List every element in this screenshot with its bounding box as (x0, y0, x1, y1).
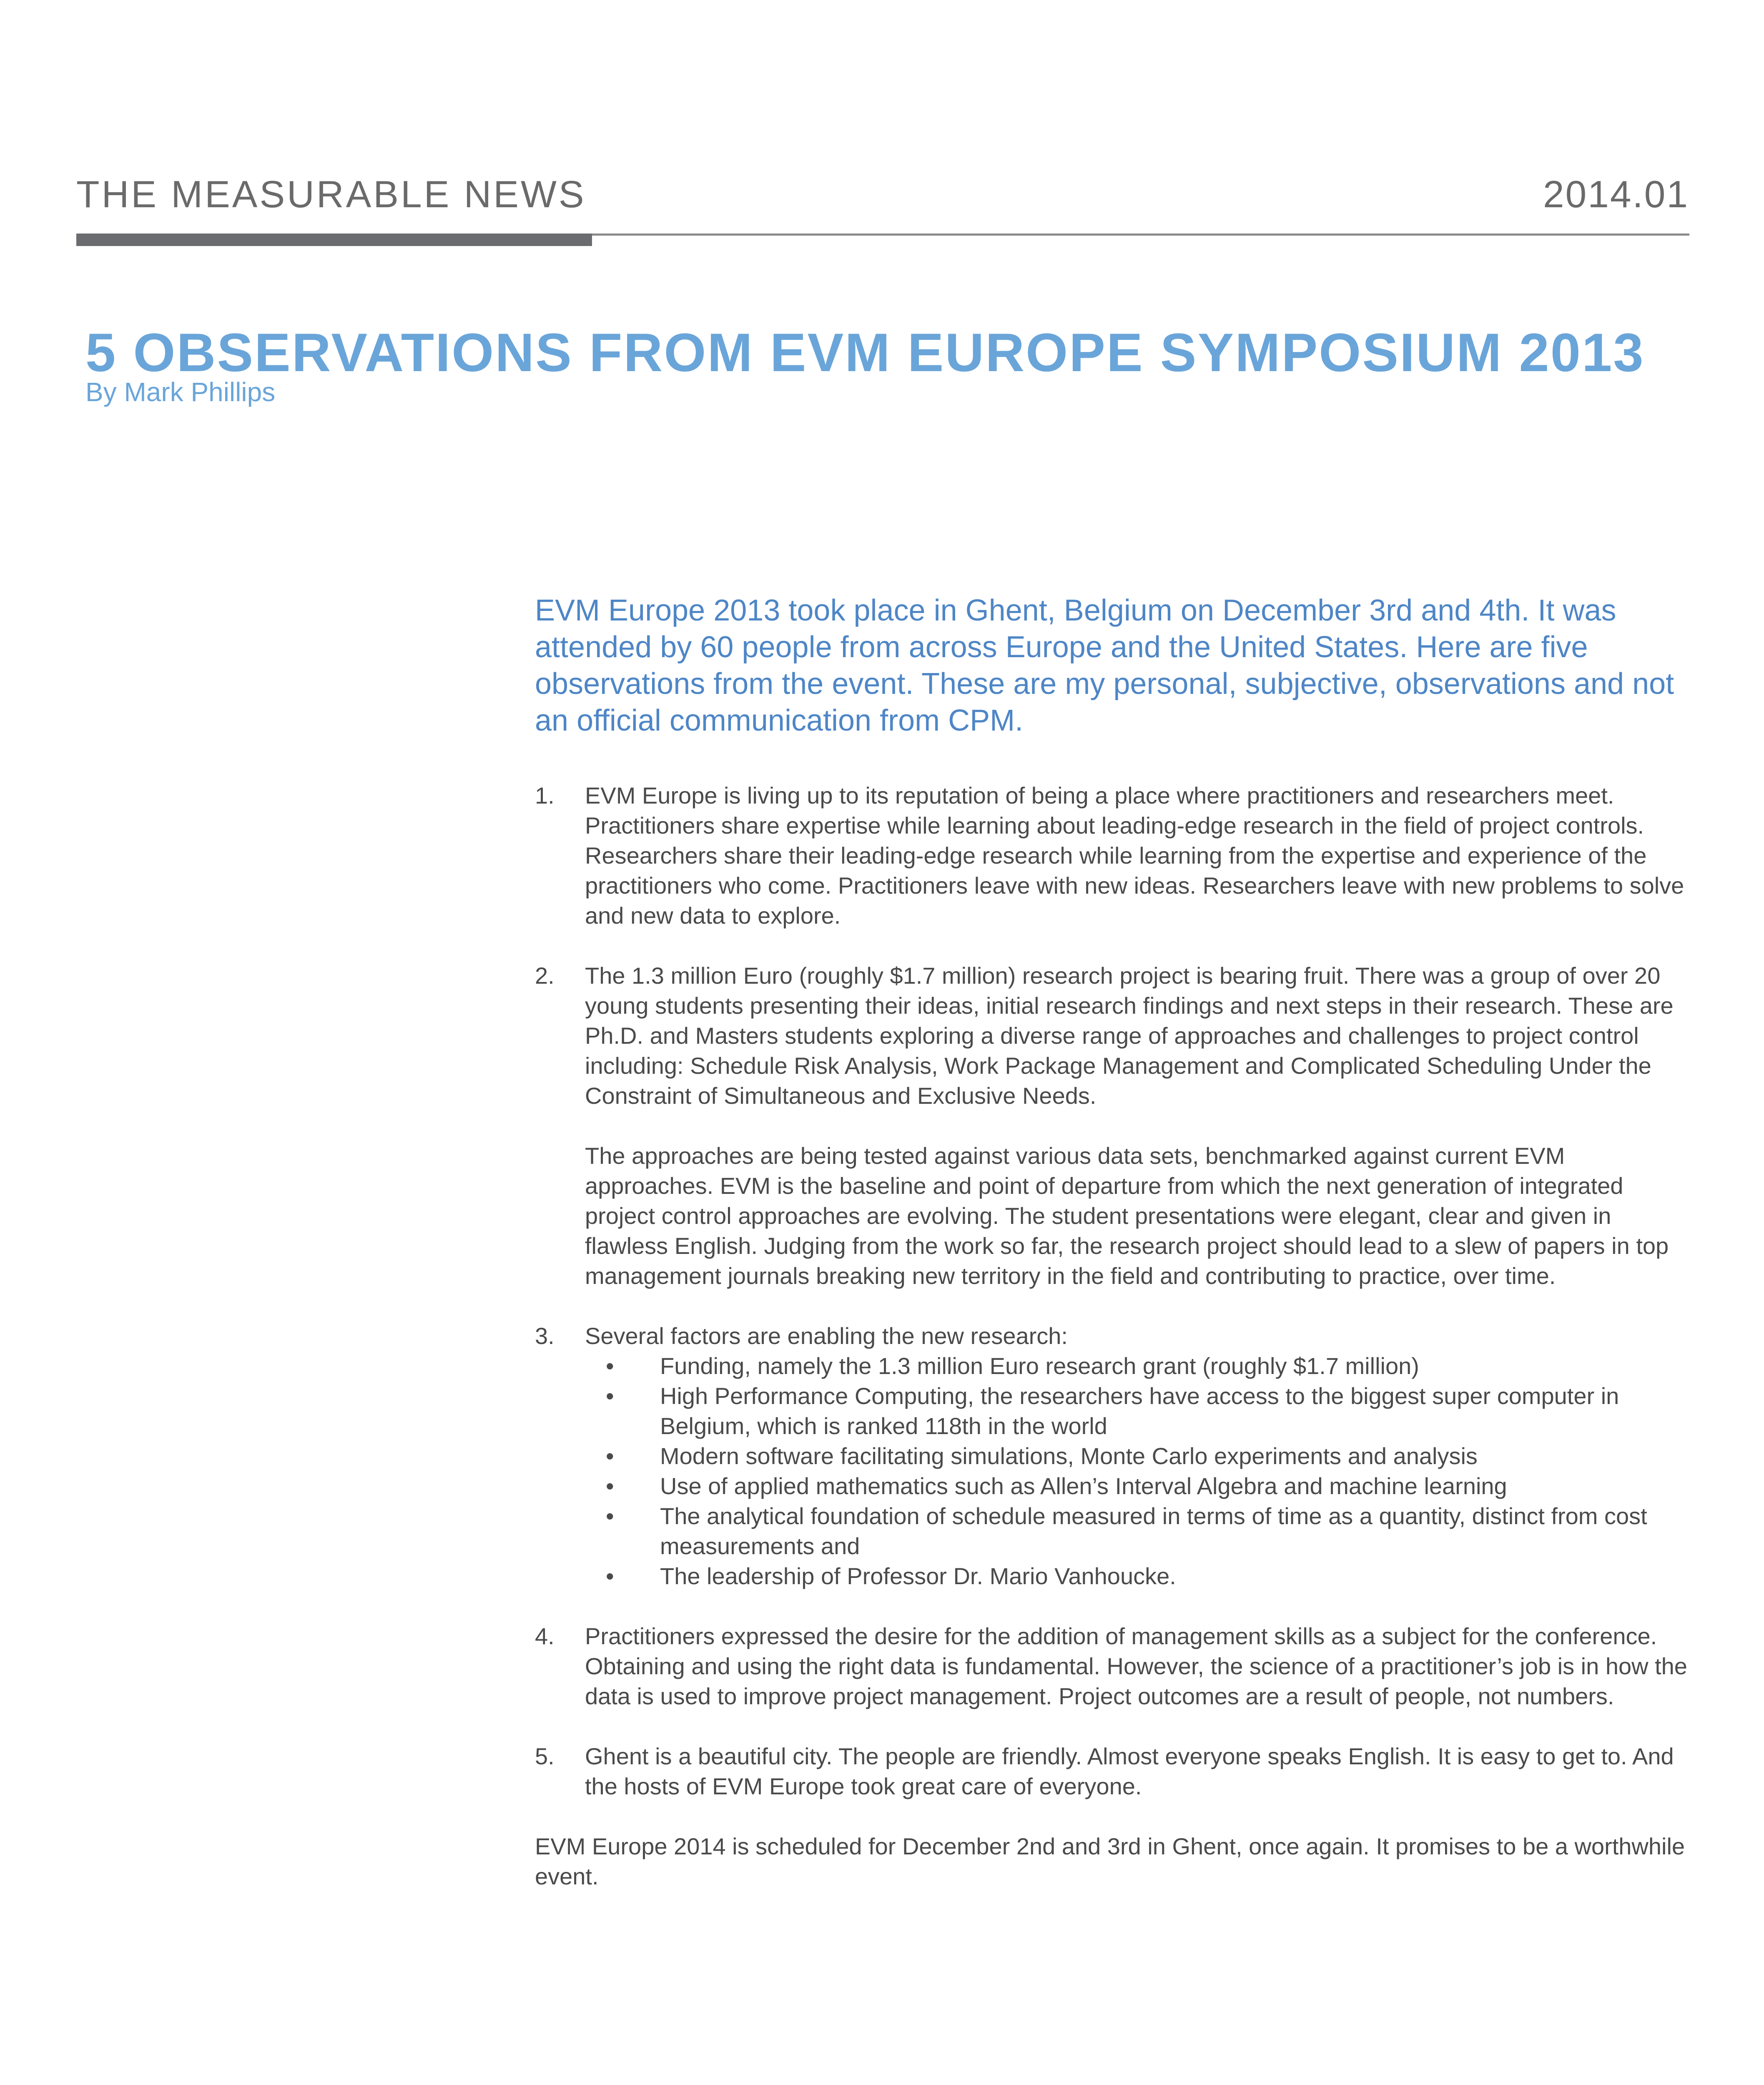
factor-text: High Performance Computing, the researchers have access to the biggest super computer in Belgium, which is ranked 118th in the world (660, 1383, 1619, 1439)
factor-item (585, 1441, 1690, 1471)
observation-text-continued: The approaches are being tested against various data sets, benchmarked against current EVM approaches. EVM is the baseline and point of departure from which the next generation of integrated project control approaches are evolving. The student presentations were elegant, clear and given in flawless English. Judging from the work so far, the research project should lead to a slew of papers in top management journals breaking new territory in the field and contributing to practice, over time. (585, 1143, 1669, 1289)
factor-item (585, 1561, 1690, 1591)
closing-paragraph: EVM Europe 2014 is scheduled for December 2nd and 3rd in Ghent, once again. It promises to be a worthwhile event. (535, 1833, 1685, 1889)
article-title: 5 OBSERVATIONS FROM EVM EUROPE SYMPOSIUM 2013 (85, 322, 1645, 383)
bullet-icon: • (606, 1383, 614, 1409)
observation-number: 3. (535, 1323, 555, 1349)
article-body (535, 592, 1690, 1892)
bullet-icon: • (606, 1473, 614, 1499)
observation-text: Several factors are enabling the new research: (585, 1323, 1068, 1349)
bullet-icon: • (606, 1563, 614, 1589)
factor-item (585, 1381, 1690, 1441)
issue-number: 2014.01 (1543, 173, 1689, 216)
observation-number: 1. (535, 782, 555, 809)
observation-text: Practitioners expressed the desire for the addition of management skills as a subject for the conference. Obtaining and using the right data is fundamental. However, the science of a practitioner’s job is in how the data is used to improve project management. Project outcomes are a result of people, not numbers. (585, 1623, 1687, 1709)
factor-text: The analytical foundation of schedule measured in terms of time as a quantity, distinct from cost measurements and (660, 1503, 1647, 1559)
lead-paragraph: EVM Europe 2013 took place in Ghent, Belgium on December 3rd and 4th. It was attended by 60 people from across Europe and the United States. Here are five observations from the event. These are my personal, subjective, observations and not an official communication from CPM. (535, 594, 1674, 737)
observation-item (535, 1741, 1690, 1801)
observation-item (535, 1621, 1690, 1711)
factor-text: Use of applied mathematics such as Allen’s Interval Algebra and machine learning (660, 1473, 1507, 1499)
factor-text: Funding, namely the 1.3 million Euro research grant (roughly $1.7 million) (660, 1353, 1419, 1379)
bullet-icon: • (606, 1503, 614, 1529)
observation-number: 5. (535, 1743, 555, 1769)
factors-list (585, 1351, 1690, 1591)
factor-text: Modern software facilitating simulations, Monte Carlo experiments and analysis (660, 1443, 1478, 1469)
observation-item (535, 1321, 1690, 1591)
header-accent-bar (76, 234, 592, 246)
observation-text: Ghent is a beautiful city. The people are friendly. Almost everyone speaks English. It is easy to get to. And the hosts of EVM Europe took great care of everyone. (585, 1743, 1674, 1799)
observation-item (535, 961, 1690, 1291)
factor-item (585, 1351, 1690, 1381)
observation-number: 2. (535, 962, 555, 989)
factor-text: The leadership of Professor Dr. Mario Vanhoucke. (660, 1563, 1176, 1589)
publication-title: THE MEASURABLE NEWS (76, 173, 586, 216)
factor-item (585, 1501, 1690, 1561)
observation-text: The 1.3 million Euro (roughly $1.7 million) research project is bearing fruit. There was a group of over 20 young students presenting their ideas, initial research findings and next steps in their research. These are Ph.D. and Masters students exploring a diverse range of approaches and challenges to project control including: Schedule Risk Analysis, Work Package Management and Complicated Scheduling Under the Constraint of Simultaneous and Exclusive Needs. (585, 962, 1674, 1109)
observations-list (535, 781, 1690, 1801)
observation-text: EVM Europe is living up to its reputation of being a place where practitioners and researchers meet. Practitioners share expertise while learning about leading-edge research in the field of project controls. Researchers share their leading-edge research while learning from the expertise and experience of the practitioners who come. Practitioners leave with new ideas. Researchers leave with new problems to solve and new data to explore. (585, 782, 1684, 929)
bullet-icon: • (606, 1443, 614, 1469)
article-byline: By Mark Phillips (85, 377, 276, 407)
bullet-icon: • (606, 1353, 614, 1379)
observation-number: 4. (535, 1623, 555, 1649)
observation-item (535, 781, 1690, 931)
factor-item (585, 1471, 1690, 1501)
